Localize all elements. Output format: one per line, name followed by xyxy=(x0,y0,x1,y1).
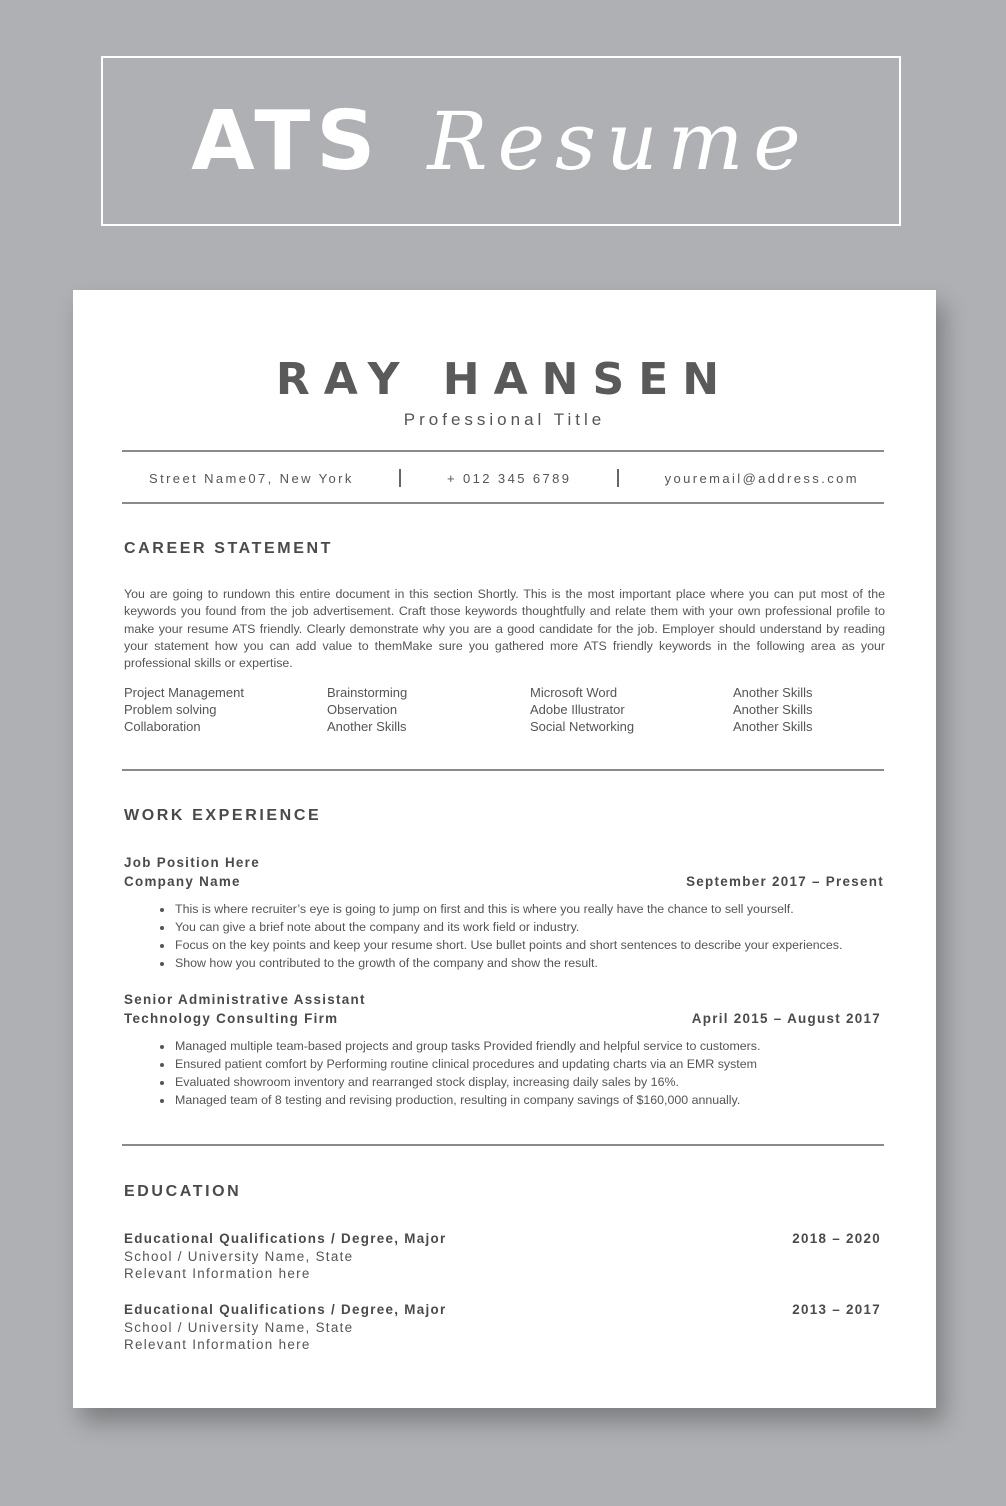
contact-separator xyxy=(617,469,619,487)
job-bullet: • This is where recruiter’s eye is going to jump on first and this is where you really have the chance to sell yourself. xyxy=(174,900,914,918)
banner-resume-text: Resume xyxy=(427,94,811,188)
contact-address: Street Name07, New York xyxy=(149,470,354,486)
job-position: Job Position Here xyxy=(124,855,260,870)
job-bullet: • Focus on the key points and keep your resume short. Use bullet points and short sentences to describe your experiences. xyxy=(174,936,914,954)
title-banner xyxy=(101,56,901,226)
resume-page xyxy=(73,290,936,1408)
career-statement-heading: CAREER STATEMENT xyxy=(124,540,334,557)
section-divider xyxy=(122,769,884,771)
skill-item: Collaboration xyxy=(124,719,201,735)
skill-item: Microsoft Word xyxy=(530,685,618,700)
job-position: Senior Administrative Assistant xyxy=(124,992,366,1007)
section-divider xyxy=(122,1144,884,1146)
skill-item: Adobe Illustrator xyxy=(530,702,625,718)
job-bullet: • Show how you contributed to the growth of the company and show the result. xyxy=(174,954,914,972)
skill-item: Observation xyxy=(327,702,398,718)
job-bullet: • You can give a brief note about the company and its work field or industry. xyxy=(174,918,914,936)
education-dates: 2013 – 2017 xyxy=(792,1302,881,1317)
job-dates: September 2017 – Present xyxy=(686,874,884,889)
job-bullet-list xyxy=(124,900,914,972)
header-divider-bottom xyxy=(122,502,884,504)
job-bullet-list xyxy=(124,1037,914,1109)
work-experience-heading: WORK EXPERIENCE xyxy=(124,807,322,824)
education-school: School / University Name, State xyxy=(124,1249,354,1264)
contact-separator xyxy=(399,469,401,487)
skill-item: Social Networking xyxy=(530,719,635,735)
candidate-name: RAY HANSEN xyxy=(275,354,734,405)
skill-item: Problem solving xyxy=(124,702,217,718)
contact-bar xyxy=(122,462,884,494)
professional-title: Professional Title xyxy=(403,410,606,429)
job-bullet: • Managed team of 8 testing and revising production, resulting in company savings of $160,000 annually. xyxy=(174,1091,914,1109)
education-info: Relevant Information here xyxy=(124,1337,311,1352)
job-bullet: • Ensured patient comfort by Performing routine clinical procedures and updating charts via an EMR system xyxy=(174,1055,914,1073)
skill-item: Project Management xyxy=(124,685,244,700)
education-dates: 2018 – 2020 xyxy=(792,1231,881,1246)
education-degree: Educational Qualifications / Degree, Major xyxy=(124,1302,447,1317)
skill-item: Another Skills xyxy=(327,719,407,735)
job-company: Technology Consulting Firm xyxy=(124,1011,339,1026)
header-divider-top xyxy=(122,450,884,452)
job-bullet: • Evaluated showroom inventory and rearranged stock display, increasing daily sales by 16%. xyxy=(174,1073,914,1091)
education-info: Relevant Information here xyxy=(124,1266,311,1281)
career-statement-text: You are going to rundown this entire document in this section Shortly. This is the most important place where you can put most of the keywords you found from the job advertisement. Craft those keywords thoughtfully and relate them with your own professional profile to make your resume ATS friendly. Clearly demonstrate why you are a good candidate for the job. Employer should understand by reading your statement how you can add value to themMake sure you gathered more ATS friendly keywords in the following area as your professional skills or expertise. xyxy=(124,587,885,671)
skill-item: Another Skills xyxy=(733,702,813,718)
job-company: Company Name xyxy=(124,874,241,889)
contact-phone: + 012 345 6789 xyxy=(447,470,572,486)
banner-ats-text: ATS xyxy=(191,93,382,189)
education-degree: Educational Qualifications / Degree, Major xyxy=(124,1231,447,1246)
skill-item: Another Skills xyxy=(733,719,813,735)
education-school: School / University Name, State xyxy=(124,1320,354,1335)
job-dates: April 2015 – August 2017 xyxy=(691,1011,881,1026)
contact-email: youremail@address.com xyxy=(664,470,859,486)
education-heading: EDUCATION xyxy=(124,1183,242,1200)
skills-grid xyxy=(124,684,885,736)
job-bullet: • Managed multiple team-based projects and group tasks Provided friendly and helpful service to customers. xyxy=(174,1037,914,1055)
skill-item: Another Skills xyxy=(733,685,813,700)
skill-item: Brainstorming xyxy=(327,685,408,700)
